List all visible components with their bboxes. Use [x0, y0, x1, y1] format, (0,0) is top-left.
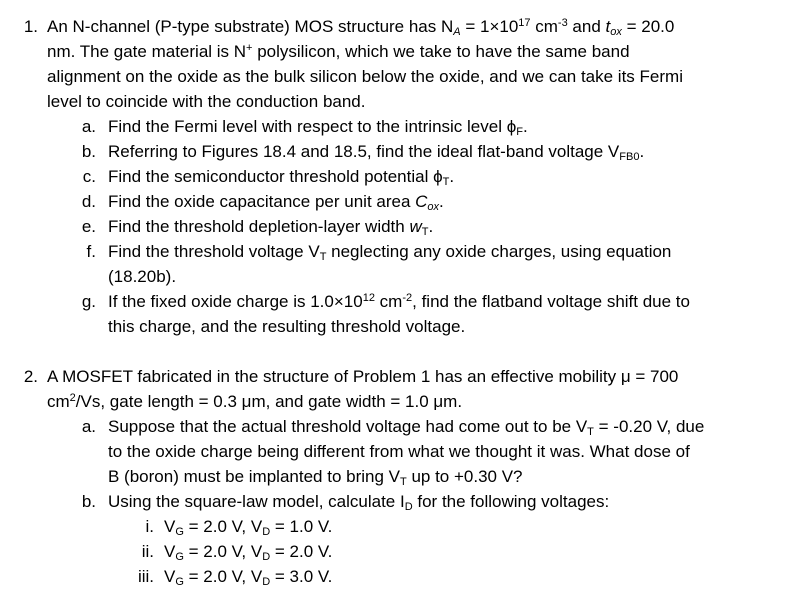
subpart-2b-i-label: i.: [145, 517, 154, 536]
part-2a-text-line-2: to the oxide charge being different from what we thought it was. What dose of: [108, 442, 690, 461]
part-2a-text-line-1: Suppose that the actual threshold voltage had come out to be $V_T = -0.20$ V, due: [108, 417, 705, 438]
part-1f-text-line-2: (18.20b).: [108, 267, 177, 286]
problem-1-stem-line-1: An N-channel (P-type substrate) MOS structure has $N_A = 1\times 10^{17}$ $cm^{-3}$ and $t_{ox} = 20.0$: [47, 17, 675, 38]
problem-2-stem-line-2: $cm^2/Vs$, gate length = 0.3 μm, and gate width = 1.0 μm.: [47, 392, 463, 411]
subpart-2b-ii-label: ii.: [141, 542, 154, 561]
part-1e-text: Find the threshold depletion-layer width $w_T$.: [108, 217, 434, 238]
problem-2-stem-line-1: A MOSFET fabricated in the structure of Problem 1 has an effective mobility μ = 700: [47, 367, 679, 386]
part-2b-label: b.: [81, 492, 96, 511]
problem-2-number: 2.: [23, 367, 38, 386]
part-1d-text: Find the oxide capacitance per unit area $C_{ox}$.: [108, 192, 444, 213]
part-1g-text-line-1: If the fixed oxide charge is $1.0\times 10^{12}$ $cm^{-2}$, find the flatband voltage shift due to: [108, 292, 690, 311]
subpart-2b-iii-text: $V_G = 2.0$ V, $V_D = 3.0$ V.: [164, 567, 333, 588]
part-1a-text: Find the Fermi level with respect to the intrinsic level $\phi_F$.: [108, 117, 528, 138]
subpart-2b-iii-label: iii.: [137, 567, 154, 586]
problem-1-number: 1.: [23, 17, 38, 36]
part-1e-label: e.: [81, 217, 96, 236]
part-1g-text-line-2: this charge, and the resulting threshold voltage.: [108, 317, 466, 336]
part-1b-text: Referring to Figures 18.4 and 18.5, find the ideal flat-band voltage $V_{FB0}$.: [108, 142, 645, 163]
part-2a-text-line-3: B (boron) must be implanted to bring $V_T$ up to +0.30 V?: [108, 467, 523, 488]
problem-1-stem-line-2: nm. The gate material is N+ polysilicon, which we take to have the same band: [47, 42, 630, 61]
part-1b-label: b.: [81, 142, 96, 161]
part-1d-label: d.: [81, 192, 96, 211]
part-1c-text: Find the semiconductor threshold potential $\phi_T$.: [108, 167, 455, 188]
part-1f-label: f.: [86, 242, 96, 261]
part-1c-label: c.: [82, 167, 96, 186]
part-1f-text-line-1: Find the threshold voltage $V_T$ neglecting any oxide charges, using equation: [108, 242, 672, 263]
part-2b-text: Using the square-law model, calculate $I_D$ for the following voltages:: [108, 492, 610, 513]
subpart-2b-i-text: $V_G = 2.0$ V, $V_D = 1.0$ V.: [164, 517, 333, 538]
problem-1-stem-line-3: alignment on the oxide as the bulk silicon below the oxide, and we can take its Fermi: [47, 67, 683, 86]
part-1a-label: a.: [81, 117, 96, 136]
problem-1-stem-line-4: level to coincide with the conduction band.: [47, 92, 366, 111]
part-1g-label: g.: [81, 292, 96, 311]
part-2a-label: a.: [81, 417, 96, 436]
subpart-2b-ii-text: $V_G = 2.0$ V, $V_D = 2.0$ V.: [164, 542, 333, 563]
